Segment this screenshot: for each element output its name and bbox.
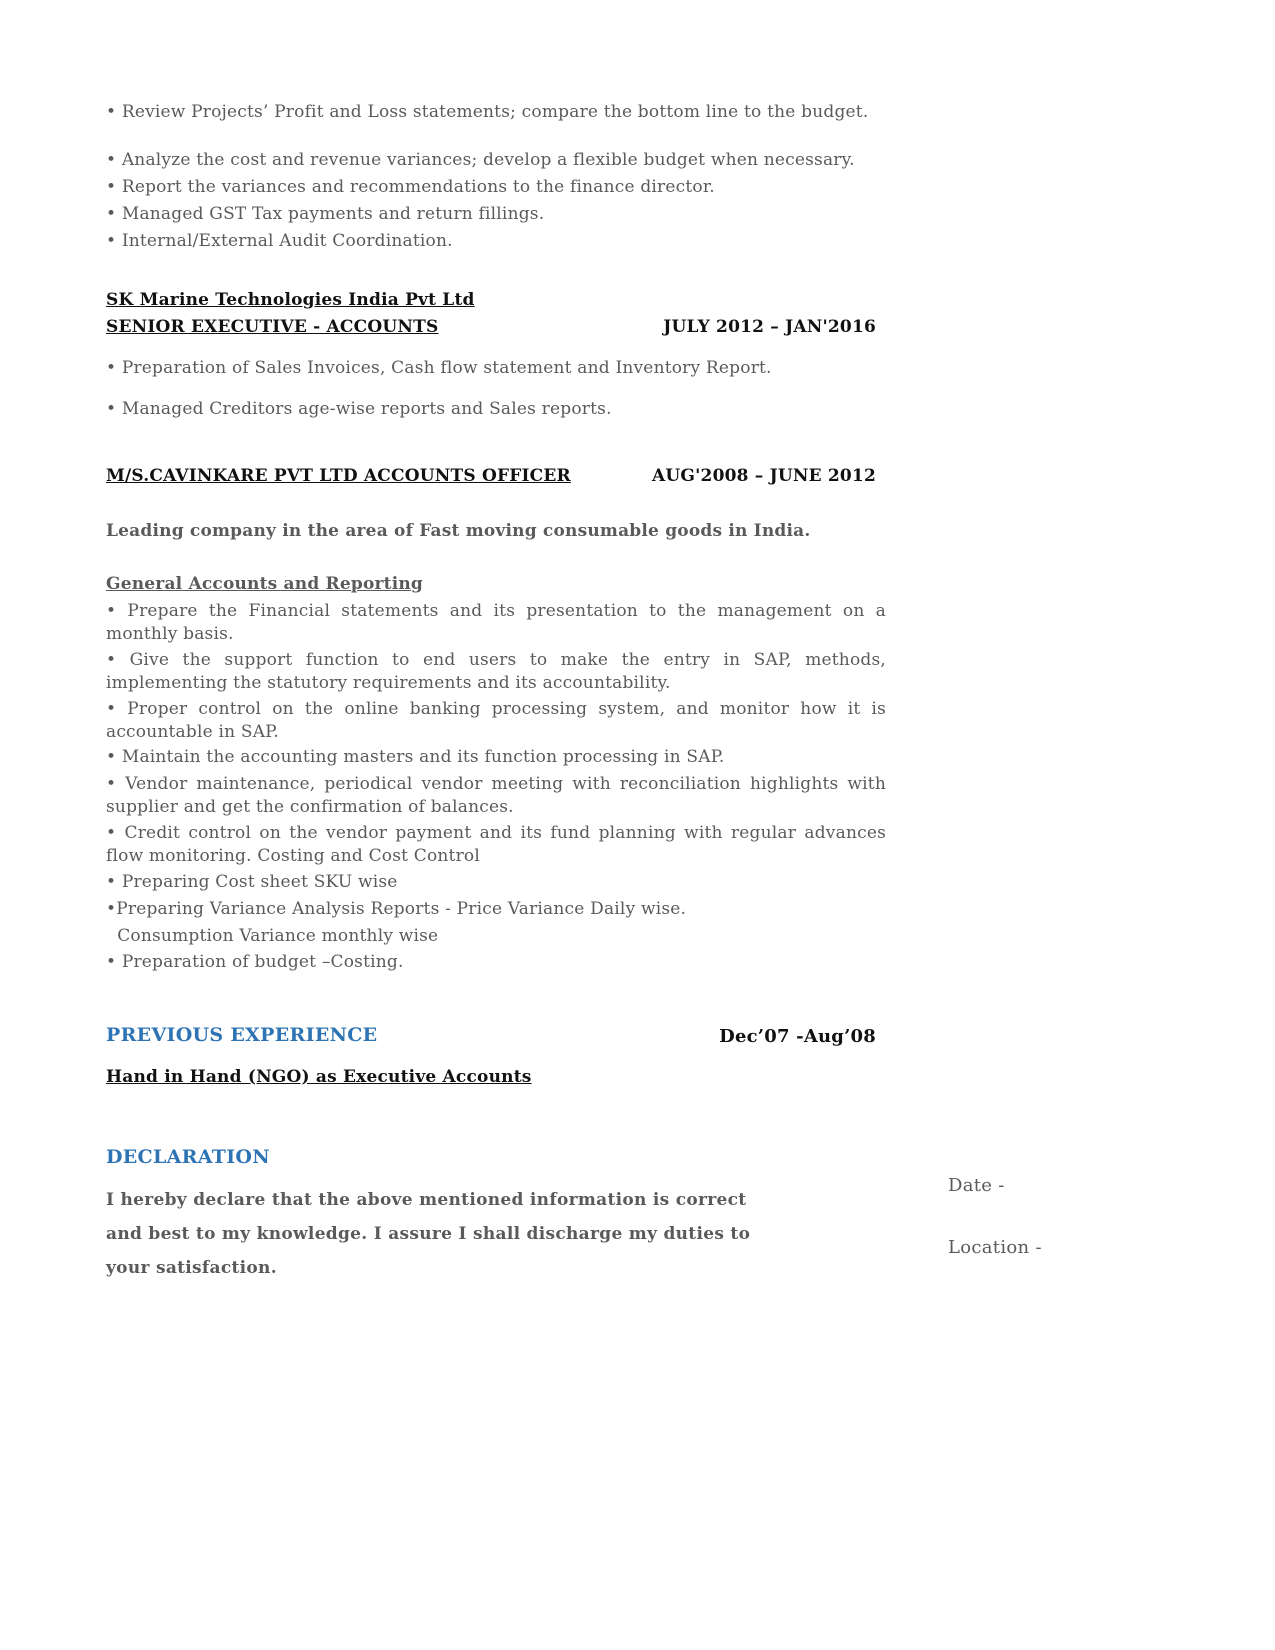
sk-company-name: SK Marine Technologies India Pvt Ltd (106, 290, 475, 310)
cavinkare-bullet-9: Consumption Variance monthly wise (106, 926, 439, 946)
cavinkare-bullet-3: • Proper control on the online banking processing system, and monitor how it is accountable in SAP. (106, 699, 886, 742)
previous-experience-heading: PREVIOUS EXPERIENCE (106, 1024, 378, 1046)
sk-bullet-1: • Preparation of Sales Invoices, Cash flow statement and Inventory Report. (106, 358, 772, 378)
cavinkare-bullet-5: • Vendor maintenance, periodical vendor meeting with reconciliation highlights with supplier and get the confirmation of balances. (106, 774, 886, 817)
cavinkare-description: Leading company in the area of Fast moving consumable goods in India. (106, 521, 811, 541)
intro-bullet-3: • Report the variances and recommendations to the finance director. (106, 177, 715, 197)
date-label: Date - (948, 1175, 1005, 1196)
location-label: Location - (948, 1237, 1042, 1258)
cavinkare-bullet-7: • Preparing Cost sheet SKU wise (106, 872, 398, 892)
intro-bullet-1: • Review Projects’ Profit and Loss statements; compare the bottom line to the budget. (106, 102, 869, 122)
cavinkare-title: M/S.CAVINKARE PVT LTD ACCOUNTS OFFICER (106, 466, 571, 486)
cavinkare-bullet-8: •Preparing Variance Analysis Reports - Price Variance Daily wise. (106, 899, 687, 919)
intro-bullet-2: • Analyze the cost and revenue variances; develop a flexible budget when necessary. (106, 150, 855, 170)
cavinkare-bullet-10: • Preparation of budget –Costing. (106, 952, 404, 972)
sk-dates: JULY 2012 – JAN'2016 (663, 317, 876, 337)
cavinkare-bullet-6: • Credit control on the vendor payment and its fund planning with regular advances flow monitoring. Costing and Cost Control (106, 823, 886, 866)
cavinkare-bullet-1: • Prepare the Financial statements and its presentation to the management on a monthly basis. (106, 601, 886, 644)
intro-bullet-4: • Managed GST Tax payments and return fillings. (106, 204, 545, 224)
sk-bullet-2: • Managed Creditors age-wise reports and Sales reports. (106, 399, 612, 419)
cavinkare-bullet-4: • Maintain the accounting masters and its function processing in SAP. (106, 747, 725, 767)
previous-experience-dates: Dec’07 -Aug’08 (719, 1026, 876, 1047)
declaration-text: I hereby declare that the above mentioned information is correct and best to my knowledge. I assure I shall discharge my duties to your satisfaction. (106, 1190, 751, 1278)
previous-experience-entry: Hand in Hand (NGO) as Executive Accounts (106, 1067, 532, 1087)
cavinkare-bullet-2: • Give the support function to end users to make the entry in SAP, methods, implementing the statutory requirements and its accountability. (106, 650, 886, 693)
declaration-heading: DECLARATION (106, 1146, 270, 1168)
cavinkare-section-title: General Accounts and Reporting (106, 574, 424, 594)
sk-role-title: SENIOR EXECUTIVE - ACCOUNTS (106, 317, 439, 337)
cavinkare-dates: AUG'2008 – JUNE 2012 (652, 466, 876, 486)
intro-bullet-5: • Internal/External Audit Coordination. (106, 231, 453, 251)
